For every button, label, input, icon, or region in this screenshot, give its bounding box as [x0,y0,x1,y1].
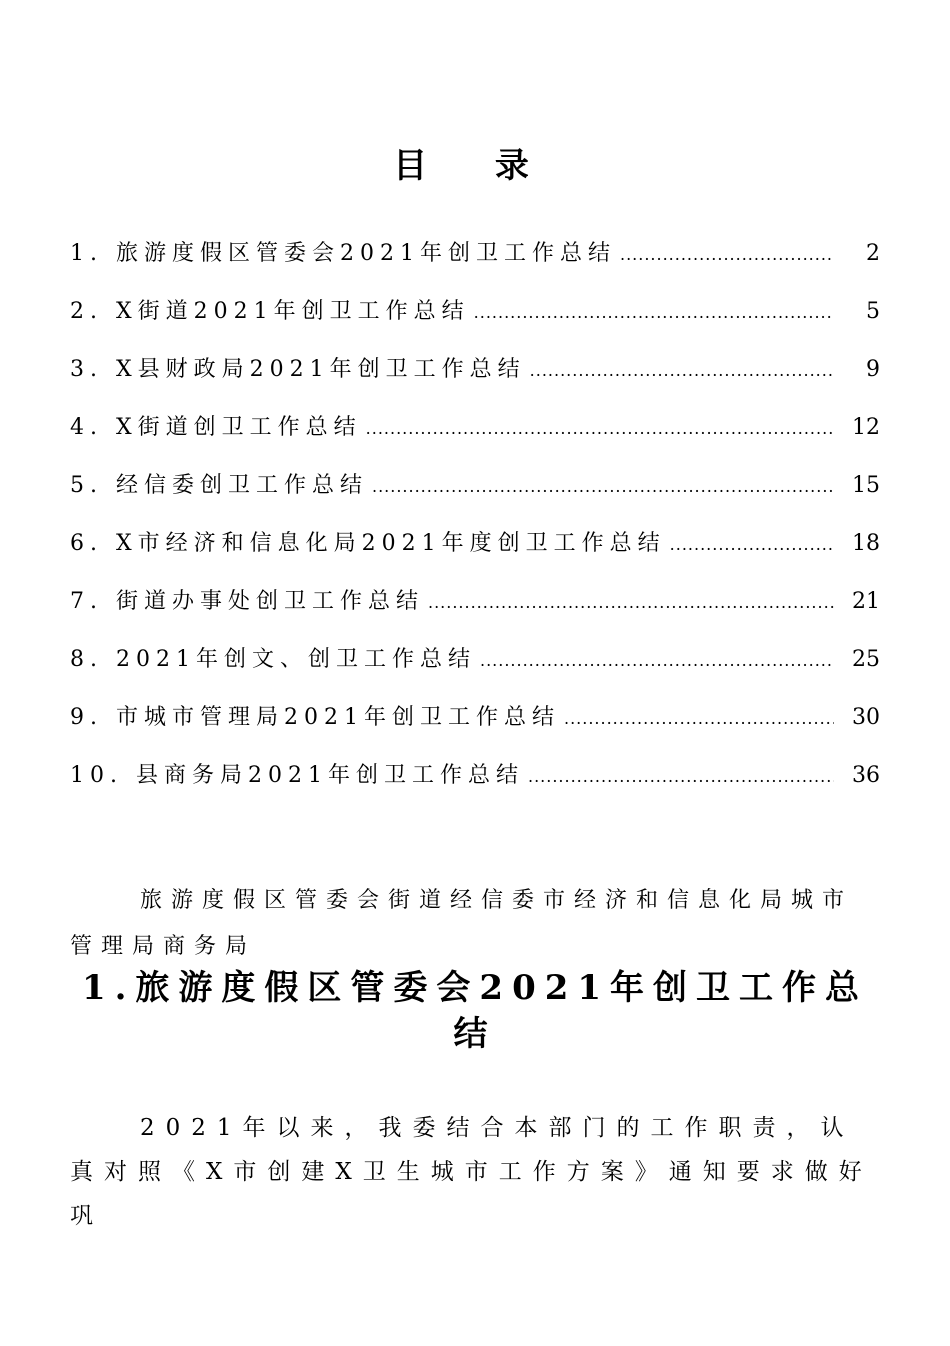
toc-entry-page: 9 [866,357,880,382]
toc-entry[interactable] [70,294,880,352]
toc-leader-dots [564,709,834,728]
toc-entry[interactable] [70,352,880,410]
toc-leader-dots [530,361,834,380]
toc-leader-dots [670,535,834,554]
toc-entry[interactable] [70,758,880,816]
body-paragraph: 2021年以来，我委结合本部门的工作职责，认真对照《X市创建X卫生城市工作方案》通知要求做好巩 [70,1115,873,1229]
toc-leader-dots [366,419,834,438]
toc-leader-dots [480,651,834,670]
toc-entry[interactable] [70,526,880,584]
toc-entry-label: 3. X县财政局2021年创卫工作总结 [70,357,526,382]
toc-entry-label: 10. 县商务局2021年创卫工作总结 [70,763,524,788]
toc-leader-dots [528,767,834,786]
toc-entry-page: 5 [866,299,880,324]
toc-entry[interactable] [70,236,880,294]
table-of-contents [70,236,880,816]
toc-entry-label: 1. 旅游度假区管委会2021年创卫工作总结 [70,241,616,266]
toc-title: 目 录 [393,146,557,186]
keywords-paragraph: 旅游度假区管委会街道经信委市经济和信息化局城市管理局商务局 [70,888,854,959]
toc-entry-label: 8. 2021年创文、创卫工作总结 [70,647,476,672]
toc-entry-label: 4. X街道创卫工作总结 [70,415,362,440]
toc-entry-page: 15 [852,473,880,498]
toc-leader-dots [372,477,834,496]
toc-entry-page: 18 [852,531,880,556]
toc-leader-dots [474,303,834,322]
toc-entry[interactable] [70,410,880,468]
toc-leader-dots [428,593,834,612]
toc-entry-page: 25 [852,647,880,672]
toc-entry-label: 6. X市经济和信息化局2021年度创卫工作总结 [70,531,666,556]
toc-entry-label: 7. 街道办事处创卫工作总结 [70,589,424,614]
toc-entry[interactable] [70,468,880,526]
toc-leader-dots [620,245,834,264]
toc-entry-label: 2. X街道2021年创卫工作总结 [70,299,470,324]
toc-entry[interactable] [70,584,880,642]
toc-entry-page: 12 [852,415,880,440]
section-heading: 1.旅游度假区管委会2021年创卫工作总结 [81,968,869,1054]
toc-entry-page: 21 [852,589,880,614]
toc-entry-page: 2 [866,241,880,266]
toc-entry-page: 30 [852,705,880,730]
toc-entry-label: 5. 经信委创卫工作总结 [70,473,368,498]
toc-entry[interactable] [70,642,880,700]
toc-entry-page: 36 [852,763,880,788]
toc-entry[interactable] [70,700,880,758]
toc-entry-label: 9. 市城市管理局2021年创卫工作总结 [70,705,560,730]
